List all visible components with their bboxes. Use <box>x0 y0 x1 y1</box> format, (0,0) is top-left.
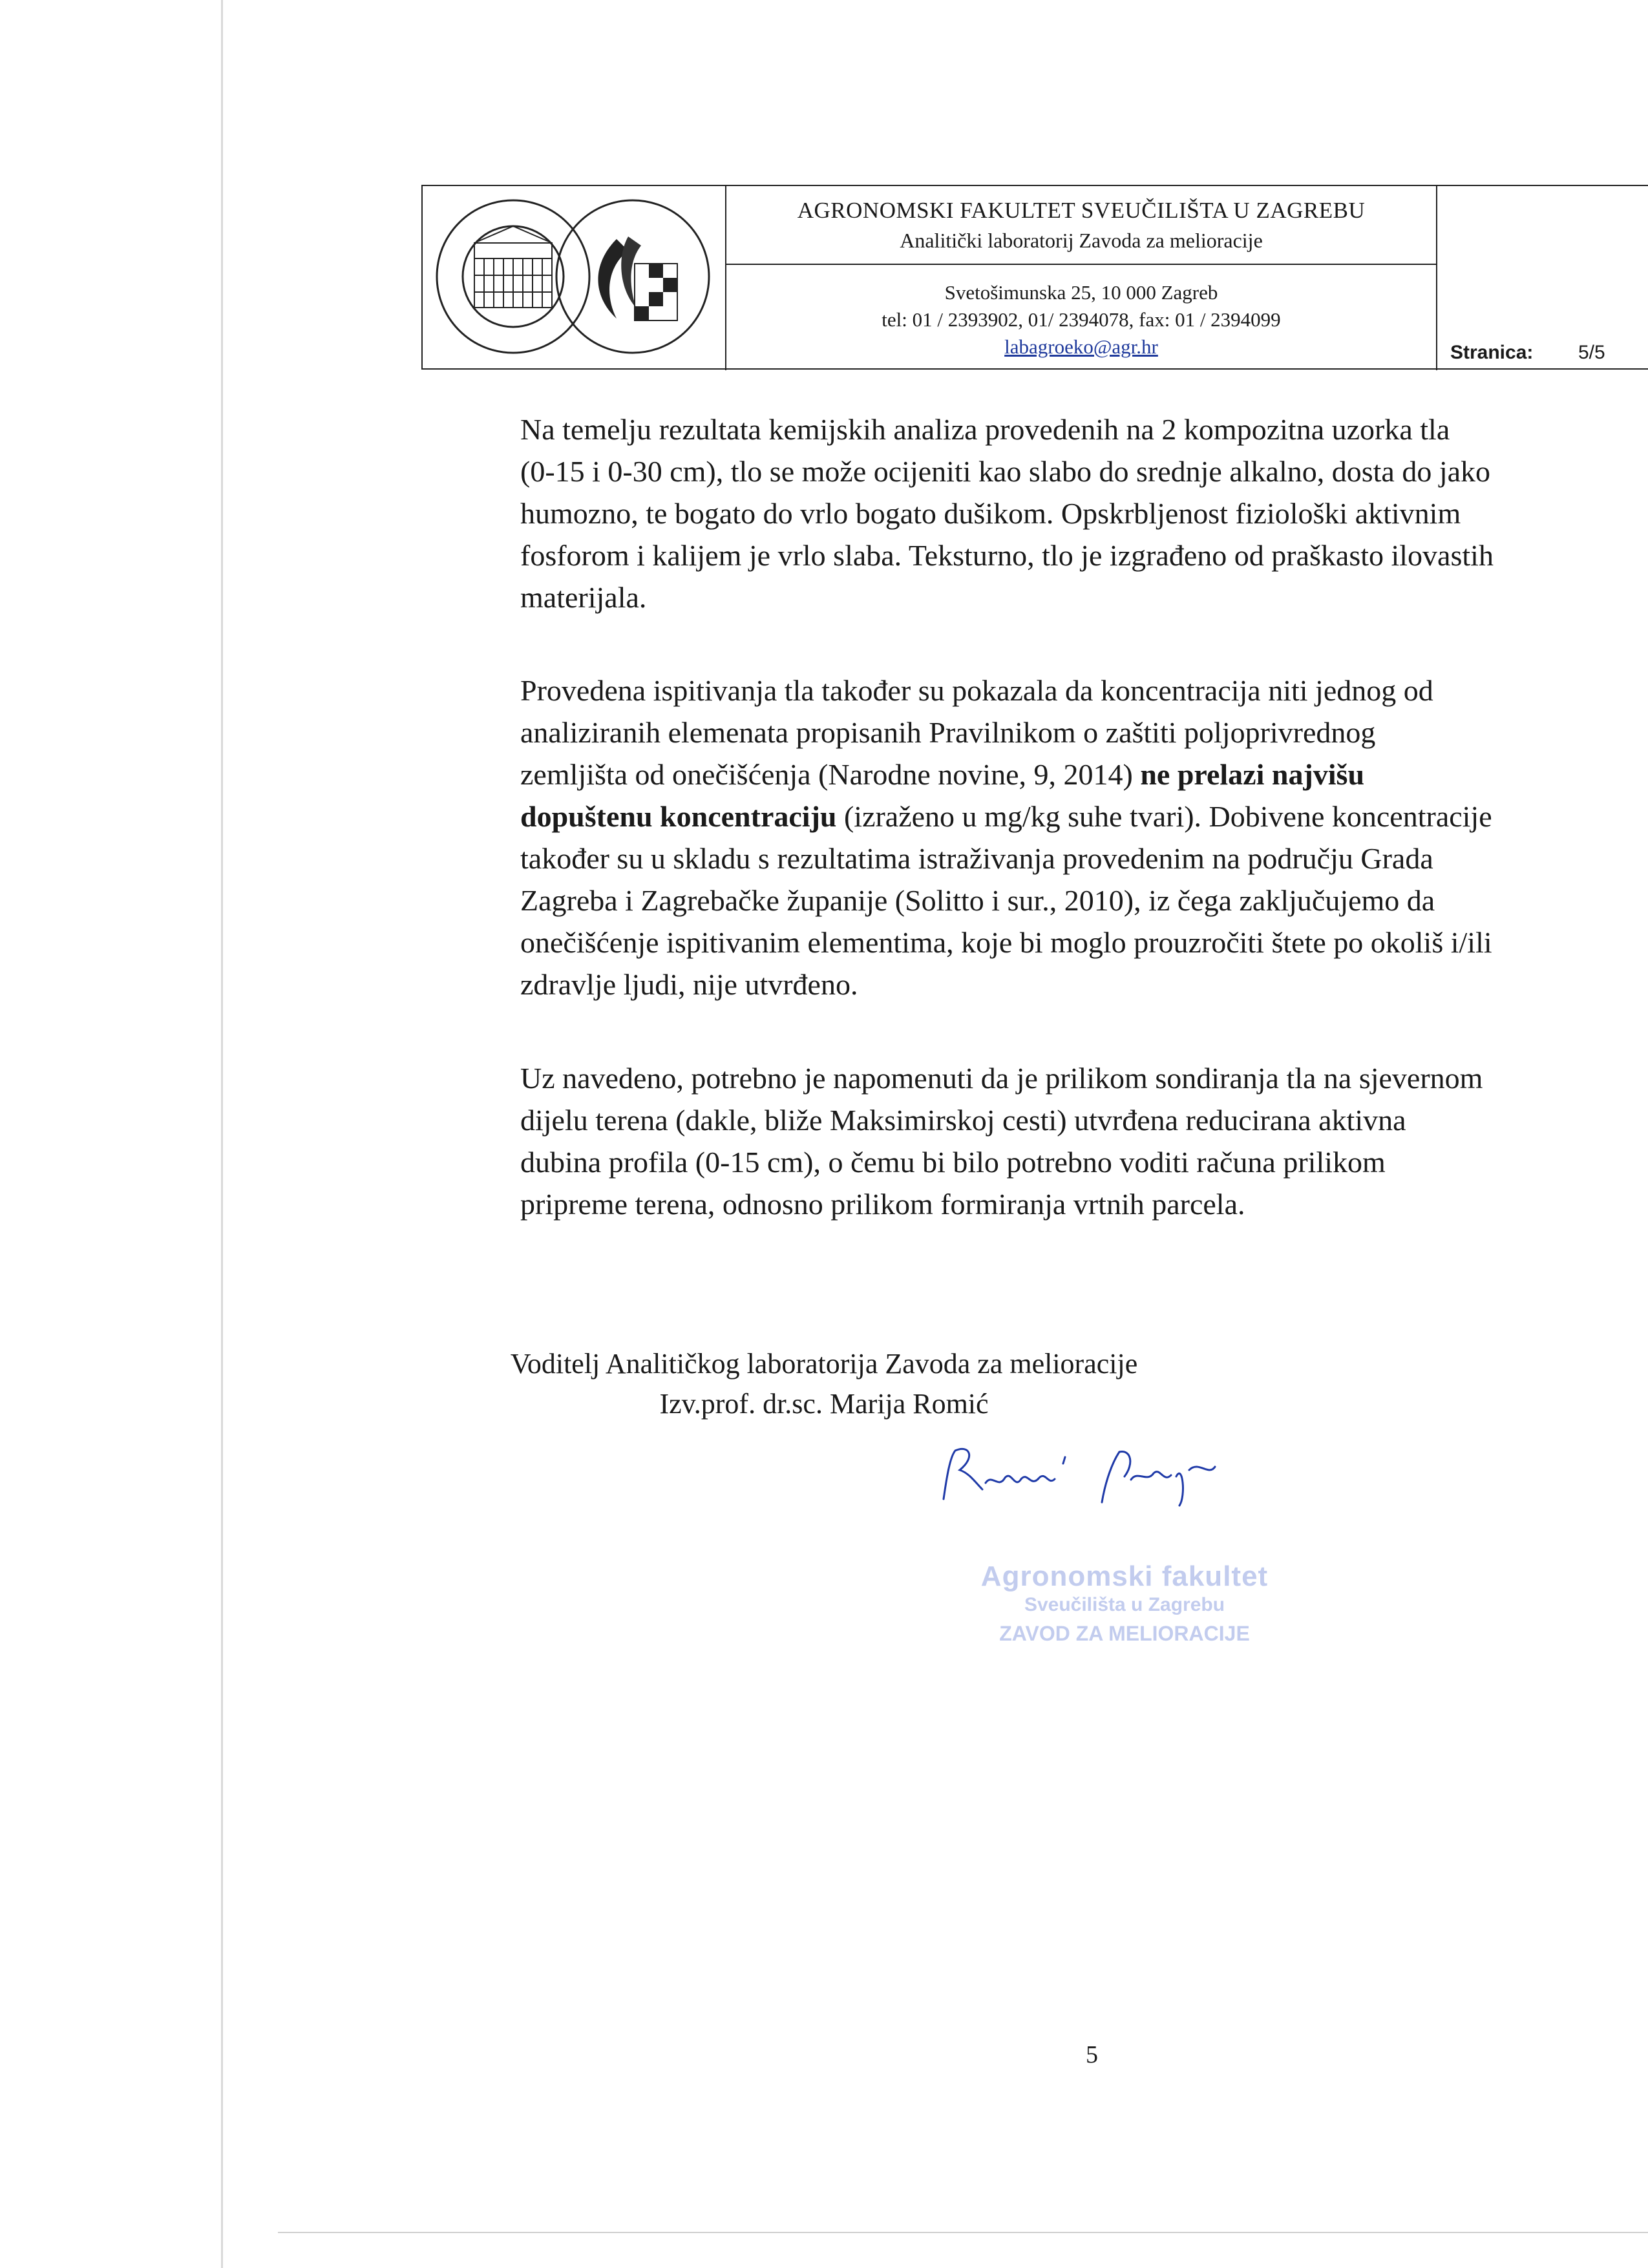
page-bottom-rule <box>278 2232 1648 2233</box>
text-line: fosforom i kalijem je vrlo slaba. Teksturno, tlo je izgrađeno od praškasto ilovastih <box>520 539 1494 572</box>
stamp-line: Sveučilišta u Zagrebu <box>1024 1594 1225 1615</box>
page-counter-cell <box>1437 186 1648 370</box>
lab-name: Analitički laboratorij Zavoda za melioracije <box>900 228 1263 252</box>
text-run: (izraženo u mg/kg suhe tvari). Dobivene koncentracije <box>843 800 1492 833</box>
bold-phrase: dopuštenu koncentraciju <box>520 800 837 833</box>
paragraph-3 <box>520 1057 1648 1225</box>
text-line: Uz navedeno, potrebno je napomenuti da je prilikom sondiranja tla na sjevernom <box>520 1062 1483 1095</box>
text-line: također su u skladu s rezultatima istraživanja provedenim na području Grada <box>520 842 1433 875</box>
letterhead-info <box>726 186 1437 370</box>
text-line: Provedena ispitivanja tla također su pokazala da koncentracija niti jednog od <box>520 674 1433 707</box>
text-line: Na temelju rezultata kemijskih analiza provedenih na 2 kompozitna uzorka tla <box>520 413 1450 446</box>
text-line: materijala. <box>520 581 647 614</box>
page-number: 5 <box>1086 2041 1098 2068</box>
text-line: analiziranih elemenata propisanih Pravilnikom o zaštiti poljoprivrednog <box>520 716 1376 749</box>
letterhead <box>421 185 1648 370</box>
page-left-edge <box>0 0 223 2268</box>
faculty-seal-icon <box>423 186 723 367</box>
bold-phrase: ne prelazi najvišu <box>1140 758 1365 791</box>
text-line: zdravlje ljudi, nije utvrđeno. <box>520 968 858 1001</box>
letterhead-contact-block <box>726 265 1436 370</box>
text-line: pripreme terena, odnosno prilikom formiranja vrtnih parcela. <box>520 1188 1245 1221</box>
official-stamp <box>931 1562 1318 1648</box>
text-line: onečišćenje ispitivanim elementima, koje bi moglo prouzročiti štete po okoliš i/ili <box>520 926 1492 959</box>
phone-fax: tel: 01 / 2393902, 01/ 2394078, fax: 01 / 2394099 <box>882 308 1281 331</box>
address: Svetošimunska 25, 10 000 Zagreb <box>944 280 1218 304</box>
paragraph-2 <box>520 669 1648 1005</box>
page-value: 5/5 <box>1578 342 1605 363</box>
text-line: dijelu terena (dakle, bliže Maksimirskoj cesti) utvrđena reducirana aktivna <box>520 1104 1406 1137</box>
faculty-logo-seal <box>423 186 726 370</box>
text-line: humozno, te bogato do vrlo bogato dušikom. Opskrbljenost fiziološki aktivnim <box>520 497 1461 530</box>
stamp-line: ZAVOD ZA MELIORACIJE <box>999 1622 1250 1645</box>
letterhead-title-block <box>726 186 1436 265</box>
text-line: (0-15 i 0-30 cm), tlo se može ocijeniti kao slabo do srednje alkalno, dosta do jako <box>520 455 1491 488</box>
signatory-role: Voditelj Analitičkog laboratorija Zavoda za melioracije <box>510 1348 1138 1380</box>
text-line: dubina profila (0-15 cm), o čemu bi bilo potrebno voditi računa prilikom <box>520 1146 1386 1179</box>
handwritten-signature <box>931 1438 1241 1509</box>
page-label: Stranica: <box>1450 342 1534 363</box>
text-run: zemljišta od onečišćenja (Narodne novine, 9, 2014) <box>520 758 1133 791</box>
text-line <box>520 795 1648 837</box>
signatory-name: Izv.prof. dr.sc. Marija Romić <box>659 1388 989 1420</box>
text-line <box>520 753 1648 795</box>
email-link[interactable]: labagroeko@agr.hr <box>1004 335 1158 358</box>
stamp-line: Agronomski fakultet <box>980 1560 1269 1592</box>
faculty-name: AGRONOMSKI FAKULTET SVEUČILIŠTA U ZAGREBU <box>797 197 1366 223</box>
text-line: Zagreba i Zagrebačke županije (Solitto i sur., 2010), iz čega zaključujemo da <box>520 884 1435 917</box>
paragraph-1 <box>520 408 1648 618</box>
